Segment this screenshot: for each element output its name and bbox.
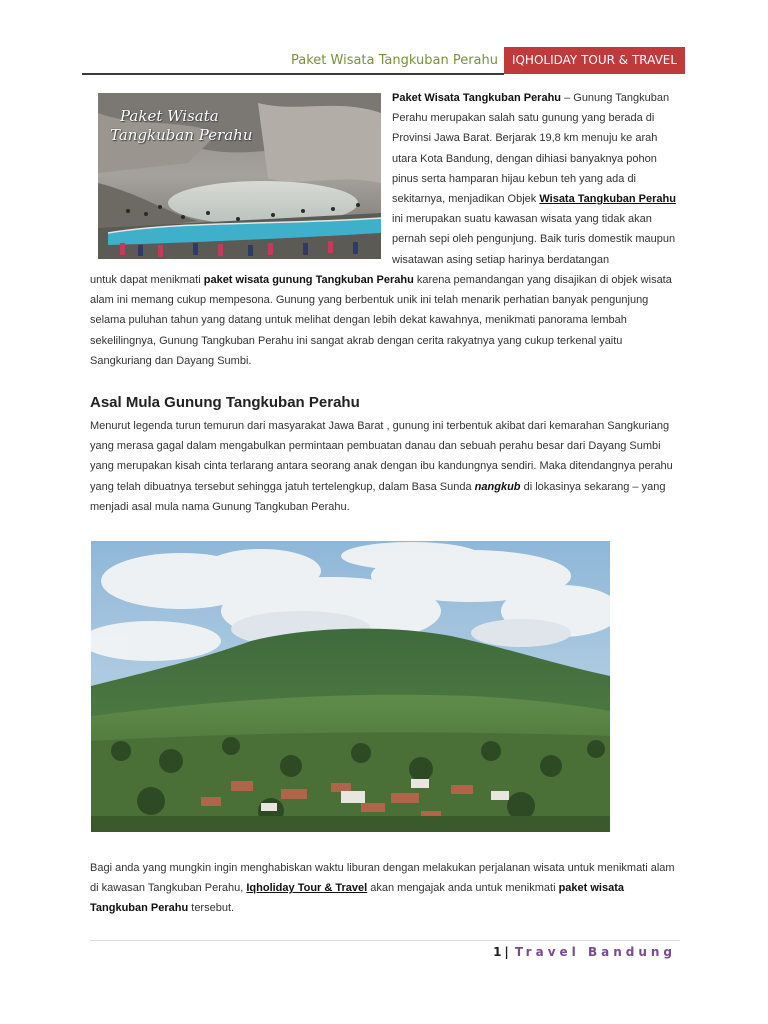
mountain-photo [91, 541, 610, 832]
footer-divider [90, 940, 680, 941]
photo-caption: Paket Wisata Tangkuban Perahu [110, 107, 253, 144]
header-badge: IQHOLIDAY TOUR & TRAVEL [504, 47, 685, 74]
closing-paragraph: Bagi anda yang mungkin ingin menghabiskan waktu liburan dengan melakukan perjalanan wisata untuk menikmati alam di kawasan Tangkuban Perahu, Iqholiday Tour & Travel akan mengajak anda untuk menikmati paket wisata Tangkuban Perahu tersebut. [90, 862, 675, 915]
footer-text: Travel Bandung [514, 945, 676, 959]
section-heading: Asal Mula Gunung Tangkuban Perahu [90, 394, 360, 411]
header-title: Paket Wisata Tangkuban Perahu [291, 53, 498, 68]
wisata-link[interactable]: Wisata Tangkuban Perahu [539, 193, 676, 206]
intro-continuation: untuk dapat menikmati paket wisata gunung Tangkuban Perahu karena pemandangan yang disajikan di objek wisata alam ini memang cukup mempesona. Gunung yang berbentuk unik ini telah menarik perhatian banyak pengunjung selama puluhan tahun yang datang untuk melihat dengan lebih dekat kawahnya, menikmati panorama lembah sekelilingnya, Gunung Tangkuban Perahu ini sangat akrab dengan cerita rakyatnya yang cukup terkenal yaitu Sangkuriang dan Dayang Sumbi. [90, 274, 672, 367]
crater-photo [98, 93, 381, 259]
legend-paragraph: Menurut legenda turun temurun dari masyarakat Jawa Barat , gunung ini terbentuk akibat dari kemarahan Sangkuriang yang merasa gagal dalam mengabulkan permintaan pembuatan danau dan sebuah perahu besar dari Dayang Sumbi yang merupakan kisah cinta terlarang antara seorang anak dengan ibu kandungnya sendiri. Maka ditendangnya perahu yang telah dibuatnya tersebut sehingga jatuh tertelengkup, dalam Basa Sunda nangkub di lokasinya sekarang – yang menjadi asal mula nama Gunung Tangkuban Perahu. [90, 420, 673, 513]
intro-paragraph: Paket Wisata Tangkuban Perahu – Gunung Tangkuban Perahu merupakan salah satu gunung yang berada di Provinsi Jawa Barat. Berjarak 19,8 km menuju ke arah utara Kota Bandung, dengan dihiasi banyaknya pohon pinus serta hamparan hijau kebun teh yang ada di sekitarnya, menjadikan Objek Wisata Tangkuban Perahu ini merupakan suatu kawasan wisata yang tidak akan pernah sepi oleh pengunjung. Baik turis domestik maupun wisatawan asing setiap harinya berdatangan [392, 92, 676, 266]
header-divider [82, 73, 504, 75]
page-number: 1 [493, 945, 502, 959]
intro-lead: Paket Wisata Tangkuban Perahu [392, 92, 562, 104]
footer-separator: | [504, 945, 509, 959]
iqholiday-link[interactable]: Iqholiday Tour & Travel [246, 882, 368, 895]
footer [380, 942, 676, 962]
